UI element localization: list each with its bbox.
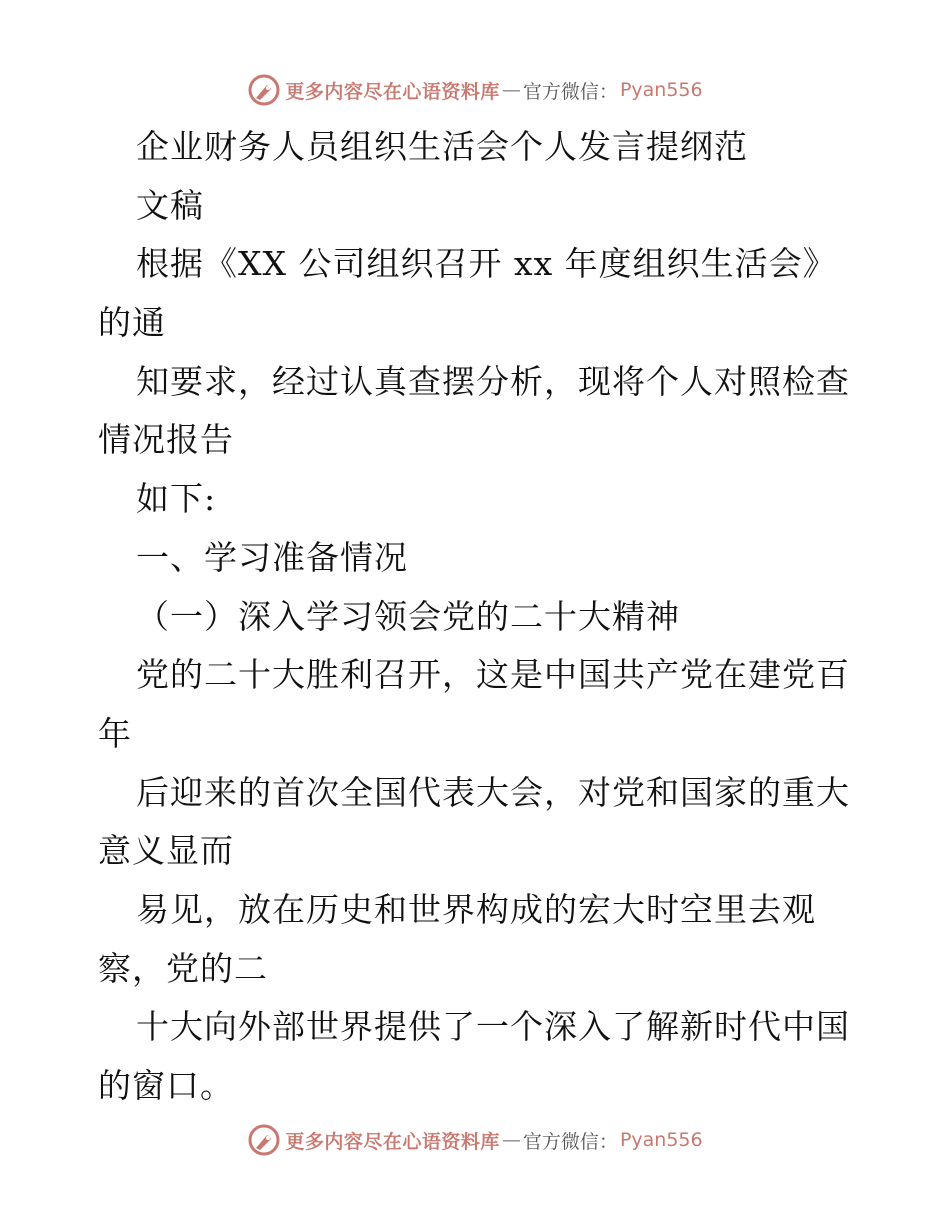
header-watermark	[0, 70, 950, 110]
paragraph-line: 后迎来的首次全国代表大会，对党和国家的重大	[136, 772, 850, 812]
watermark-brand: 更多内容尽在心语资料库	[285, 80, 500, 103]
footer-watermark	[0, 1120, 950, 1160]
watermark-id: Pyan556	[619, 1129, 703, 1151]
section-heading: 一、学习准备情况	[136, 537, 408, 577]
watermark-label: 官方微信：	[522, 1130, 618, 1153]
paragraph-line: 根据《XX 公司组织召开 xx 年度组织生活会》	[136, 244, 837, 284]
paragraph-line: 的窗口。	[98, 1066, 234, 1105]
watermark-brand: 更多内容尽在心语资料库	[285, 1130, 500, 1153]
watermark-label: 官方微信：	[522, 80, 618, 103]
paragraph-line: 易见，放在历史和世界构成的宏大时空里去观	[136, 889, 816, 929]
paragraph-line: 察，党的二	[98, 948, 268, 988]
document-body	[0, 118, 950, 1116]
paragraph-line: 如下:	[136, 479, 217, 519]
paragraph-line: 的通	[98, 303, 166, 343]
watermark-id: Pyan556	[619, 79, 703, 101]
watermark-dash: —	[501, 1129, 521, 1151]
pen-nib-circle-icon	[247, 73, 281, 107]
document-title-line-1: 企业财务人员组织生活会个人发言提纲范	[136, 127, 748, 166]
paragraph-line: 意义显而	[98, 831, 234, 871]
paragraph-line: 知要求，经过认真查摆分析，现将个人对照检查	[136, 361, 850, 401]
watermark-dash: —	[501, 79, 521, 101]
paragraph-line: 十大向外部世界提供了一个深入了解新时代中国	[136, 1007, 850, 1047]
paragraph-line: 党的二十大胜利召开，这是中国共产党在建党百	[136, 655, 850, 695]
paragraph-line: 年	[98, 713, 132, 753]
pen-nib-circle-icon	[247, 1123, 281, 1157]
document-title-line-2: 文稿	[136, 185, 204, 225]
subsection-heading: （一）深入学习领会党的二十大精神	[136, 596, 680, 636]
paragraph-line: 情况报告	[98, 420, 234, 460]
